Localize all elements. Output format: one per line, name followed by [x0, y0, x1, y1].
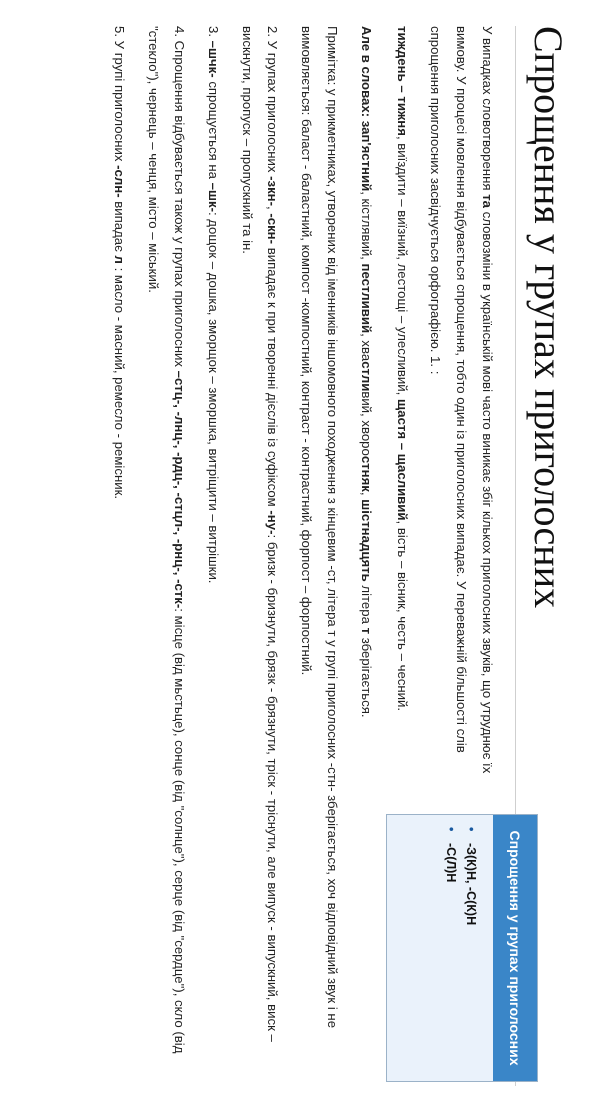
rule3-text-3: : дощок – дошка, зморщок – зморшка, витріщити – витрішки. — [205, 211, 221, 584]
bullet-icon: • — [464, 827, 478, 832]
exception-text-5: літера — [358, 581, 374, 628]
exception-word-4: стняк — [358, 455, 374, 492]
toc-item-sln[interactable] — [441, 827, 461, 1081]
exception-letter-t: т — [358, 627, 374, 635]
rule-5 — [107, 26, 133, 1092]
intro-bold-ta: та — [480, 194, 495, 208]
rule5-text-1: 5. У групі приголосних — [112, 26, 128, 166]
rule5-bold-2: л — [112, 255, 128, 264]
toc-list — [441, 815, 481, 1081]
intro-text-1: У випадках словотворення — [480, 26, 495, 195]
exception-word-2: пестливий — [358, 263, 374, 334]
example-bold-1: тиждень – тижня — [394, 26, 410, 136]
rule5-text-2: випадає — [112, 197, 128, 256]
example-text-2: , вість – вісник, честь – чесний. — [394, 520, 410, 712]
rule2-bold-2: -скн- — [265, 213, 281, 245]
rule-4 — [140, 26, 192, 1092]
example-text-1: , виїздити – виїзний, лестощі – улесливий, — [394, 135, 410, 399]
rule-3 — [200, 26, 226, 1092]
toc-item-label: -С(Л)Н — [444, 843, 458, 883]
bullet-icon: • — [444, 827, 458, 832]
example-bold-2: щастя – щасливий — [394, 398, 410, 521]
intro-text-2: словозміни в українській мові часто виникає збіг кількох приголосних звуків, що утруднює їх вимову. У процесі мовлення відбувається спрощення, тобто один із приголосних випадає. У переважній більшості слів спрощення приголосних засвідчується орфографією. 1. : — [428, 26, 495, 774]
rule3-bold-1: –шчк- — [205, 40, 221, 78]
exception-text-6: зберігається. — [358, 634, 374, 718]
rule5-text-3: : масло - масний, ремесло - ремісник. — [112, 263, 128, 500]
exception-text-1: , кістлявий, — [358, 191, 374, 264]
toc-item-zkn[interactable] — [461, 827, 481, 1081]
rule4-text-2: : місце (від мьстьце), сонце (від "солнце"), серце (від "сердце"), скло (від "стекло"), чернець – ченця, місто – міський. — [146, 26, 188, 1054]
rule2-bold-1: -зкн- — [265, 176, 281, 207]
rule2-text-2: , — [265, 206, 281, 214]
rule3-text-1: 3. — [205, 26, 221, 41]
exception-word-1: зап'ястний — [358, 120, 374, 192]
toc-item-label: -З(К)Н, -С(К)Н — [464, 843, 478, 926]
toc-header: Спрощення у групах приголосних — [493, 815, 537, 1081]
rule2-text-3: випадає к при творенні дієслів із суфіксом — [265, 244, 281, 511]
exception-text-3: вий, хворо — [358, 391, 374, 456]
page-title: Спрощення у групах приголосних — [526, 26, 571, 609]
rule5-bold-1: -слн- — [112, 165, 128, 198]
intro-paragraph — [423, 26, 500, 786]
exception-word-3: стли — [358, 361, 374, 392]
rule3-bold-2: –шк- — [205, 182, 221, 212]
rule4-text-1: 4. Спрощення відбувається також у групах приголосних — [172, 26, 188, 371]
exceptions-paragraph — [353, 26, 379, 1092]
rule-2 — [234, 26, 286, 1092]
rule2-text-1: 2. У групах приголосних — [265, 26, 281, 177]
note-paragraph: Примітка: у прикметниках, утворених від іменників іншомовного походження з кінцевим -ст, літера т у групі приголосних -стн- зберігається, хоч відповідний звук і не вимовляється: баласт - баластний, компост -компостний, контраст - контрастний, форпост – форпостний. — [299, 26, 341, 1029]
rule3-text-2: спрощується на — [205, 77, 221, 183]
examples-paragraph — [389, 26, 415, 786]
rule2-text-4: : бризк - бризнути, брязк - брязнути, тріск - тріснути, але випуск - випускний, виск – вискнути, пропуск – пропускний та ін. — [239, 26, 281, 1042]
exception-word-5: шістнадцять — [358, 499, 374, 582]
rule4-bold-1: –стц-, -лнц-, -рдц-, -стцл-, -рнц-, -стк- — [172, 370, 188, 609]
exception-text-4: , — [358, 491, 374, 500]
rule2-bold-3: -ну- — [265, 510, 281, 535]
exception-text-2: , хва — [358, 333, 374, 362]
table-of-contents — [386, 814, 538, 1082]
exceptions-lead: Але в словах: — [358, 26, 374, 121]
